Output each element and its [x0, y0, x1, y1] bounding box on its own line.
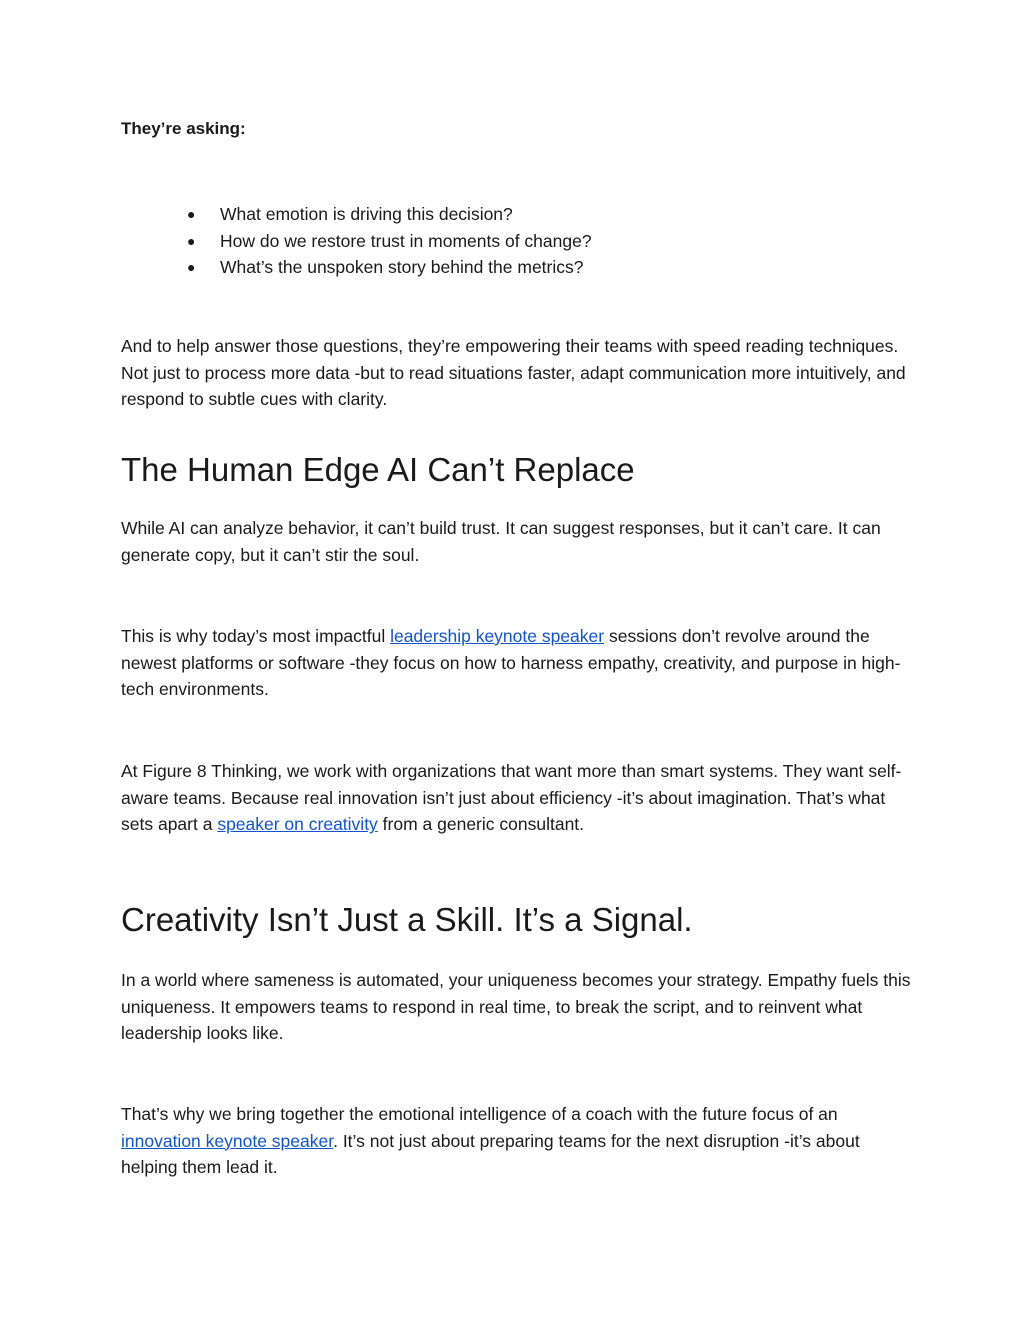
question-list — [187, 201, 592, 281]
section-heading-human-edge: The Human Edge AI Can’t Replace — [121, 451, 635, 488]
list-item: ● How do we restore trust in moments of change? — [187, 228, 592, 255]
paragraph-text: sessions don’t revolve around the newest platforms or software -they focus on how to harness empathy, creativity, and purpose in high-tech environments. — [121, 626, 901, 700]
speaker-on-creativity-link[interactable]: speaker on creativity — [217, 814, 378, 835]
paragraph-ai-limits: While AI can analyze behavior, it can’t build trust. It can suggest responses, but it can’t care. It can generate copy, but it can’t stir the soul. — [121, 518, 881, 565]
paragraph-figure8 — [121, 758, 911, 838]
intro-label: They’re asking: — [121, 119, 246, 138]
innovation-keynote-speaker-link[interactable]: innovation keynote speaker — [121, 1130, 334, 1151]
paragraph-answer: And to help answer those questions, they’re empowering their teams with speed reading techniques. Not just to process more data -but to read situations faster, adapt communication more intuitively, and respond to subtle cues with clarity. — [121, 336, 906, 410]
leadership-keynote-speaker-link[interactable]: leadership keynote speaker — [390, 626, 605, 646]
paragraph-text: At Figure 8 Thinking, we work with organizations that want more than smart systems. They want self-aware teams. Because real innovation isn’t just about efficiency -it’s about imagination. That’s what sets apart a — [121, 761, 902, 835]
paragraph-text: That’s why we bring together the emotional intelligence of a coach with the future focus of an — [121, 1104, 838, 1124]
paragraph-text: This is why today’s most impactful — [121, 626, 391, 646]
paragraph-sameness: In a world where sameness is automated, your uniqueness becomes your strategy. Empathy fuels this uniqueness. It empowers teams to respond in real time, to break the script, and to reinvent what leadership looks like. — [121, 970, 911, 1044]
section-heading-creativity: Creativity Isn’t Just a Skill. It’s a Signal. — [121, 901, 693, 938]
list-item: ● What’s the unspoken story behind the metrics? — [187, 254, 592, 281]
paragraph-keynote — [121, 623, 911, 703]
paragraph-text: from a generic consultant. — [377, 814, 585, 835]
paragraph-text: . It’s not just about preparing teams for the next disruption -it’s about helping them lead it. — [121, 1130, 860, 1178]
paragraph-coach — [121, 1101, 911, 1181]
list-item: ● What emotion is driving this decision? — [187, 201, 592, 228]
